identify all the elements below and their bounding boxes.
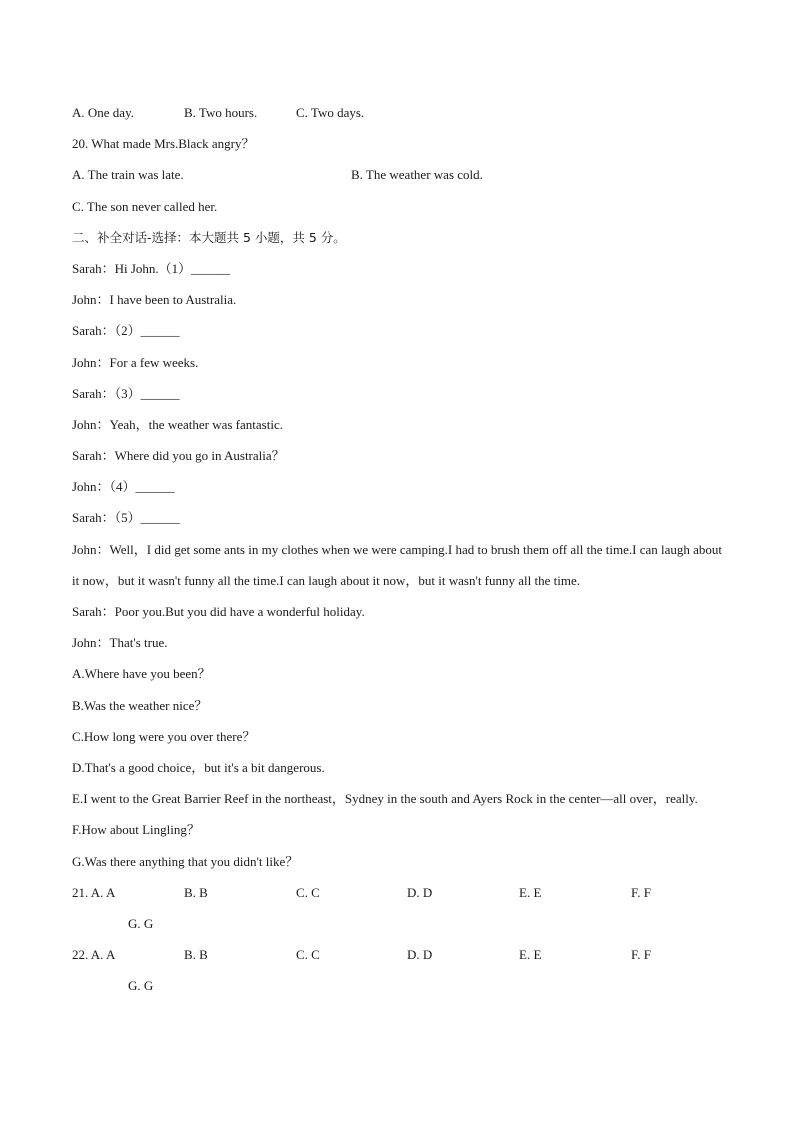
choice-c: C.How long were you over there？	[72, 728, 256, 744]
q19-option-c: C. Two days.	[296, 105, 365, 120]
choice-d: D.That's a good choice，but it's a bit dangerous.	[72, 759, 325, 775]
q21-option-c: C. C	[296, 884, 320, 900]
q20-option-a: A. The train was late.	[72, 167, 184, 183]
q21-option-b: B. B	[184, 884, 208, 900]
q20-options-row-1	[72, 163, 732, 194]
dialogue-line: John：I have been to Australia.	[72, 292, 237, 308]
q22-option-d: D. D	[407, 947, 433, 963]
dialogue-line: Sarah：Poor you.But you did have a wonderful holiday.	[72, 604, 365, 620]
q20-stem: 20. What made Mrs.Black angry？	[72, 136, 255, 152]
choice-e: E.I went to the Great Barrier Reef in the northeast，Sydney in the south and Ayers Rock in the center—all over，really.	[72, 791, 698, 807]
q21-options-row	[72, 881, 732, 912]
q21-option-f: F. F	[631, 884, 651, 900]
q21-option-g: G. G	[128, 915, 154, 931]
dialogue-line: Sarah：（2）______	[72, 323, 180, 339]
q19-option-a: A. One day.	[72, 105, 134, 120]
dialogue-line: John：（4）______	[72, 479, 175, 495]
q22-option-f: F. F	[631, 947, 651, 963]
dialogue-line: Sarah：（5）______	[72, 510, 180, 526]
section2-heading: 二、补全对话-选择：本大题共 5 小题，共 5 分。	[72, 229, 346, 245]
dialogue-line: John：Yeah，the weather was fantastic.	[72, 416, 283, 432]
q19-options-row	[72, 101, 732, 132]
q22-options-row	[72, 943, 732, 974]
dialogue-line: Sarah：（3）______	[72, 385, 180, 401]
q19-option-b: B. Two hours.	[184, 105, 258, 120]
q21-option-e: E. E	[519, 884, 542, 900]
dialogue-line: Sarah：Hi John.（1）______	[72, 260, 231, 276]
choice-f: F.How about Lingling？	[72, 822, 200, 838]
q22-option-g: G. G	[128, 978, 154, 994]
dialogue-long-line: John：Well，I did get some ants in my clothes when we were camping.I had to brush them off all the time.I can laugh about it now，but it wasn't funny all the time.I can laugh about it now，but it wasn't funny all the time.	[72, 541, 722, 588]
q22-option-c: C. C	[296, 947, 320, 963]
q22-option-e: E. E	[519, 947, 542, 963]
exam-page	[72, 101, 732, 1005]
choice-g: G.Was there anything that you didn't like？	[72, 853, 299, 869]
choice-b: B.Was the weather nice？	[72, 697, 208, 713]
q20-option-b: B. The weather was cold.	[351, 167, 483, 183]
q22-option-a: 22. A. A	[72, 947, 116, 963]
dialogue-line: Sarah：Where did you go in Australia？	[72, 448, 285, 464]
q20-option-c: C. The son never called her.	[72, 198, 218, 214]
q22-option-b: B. B	[184, 947, 208, 963]
choice-a: A.Where have you been？	[72, 666, 211, 682]
dialogue-line: John：For a few weeks.	[72, 354, 199, 370]
q21-option-d: D. D	[407, 884, 433, 900]
dialogue-line: John：That's true.	[72, 635, 168, 651]
q21-option-a: 21. A. A	[72, 884, 116, 900]
